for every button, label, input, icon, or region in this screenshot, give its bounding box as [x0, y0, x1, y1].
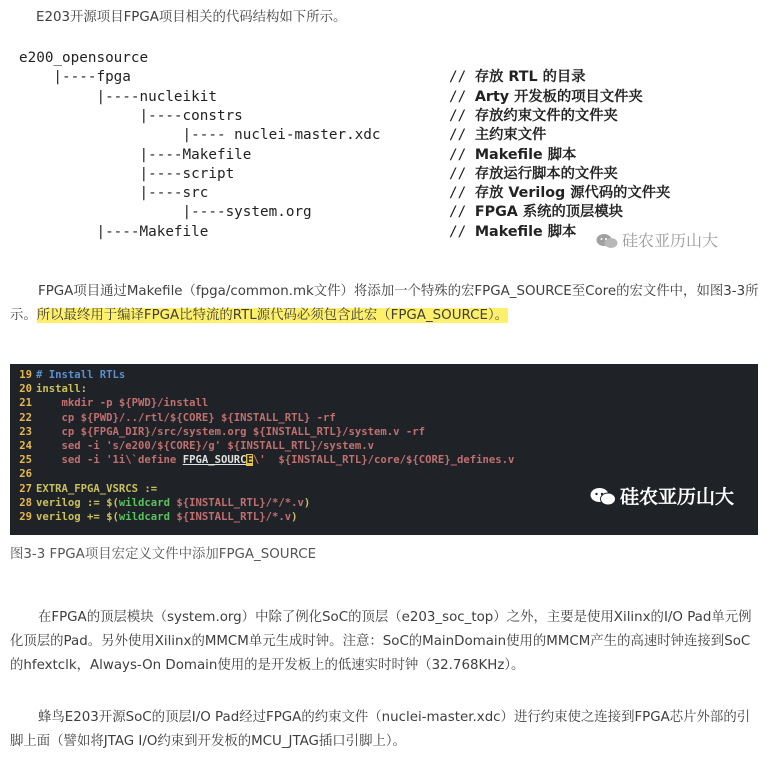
code-token: cp ${FPGA_DIR}/src/system.org ${INSTALL_RTL}/system.v -rf: [36, 425, 426, 438]
intro-text: E203开源项目FPGA项目相关的代码结构如下所示。: [36, 10, 347, 25]
paragraph-text: 在FPGA的顶层模块（system.org）中除了例化SoC的顶层（e203_soc_top）之外，主要是使用Xilinx的I/O Pad单元例化顶层的Pad。另外使用Xilinx的MMCM单元生成时钟。注意：SoC的MainDomain使用的MMCM产生的高速时钟连接到SoC的hfextclk，Always-On Domain使用的是开发板上的低速实时时钟（32.768KHz）。: [10, 610, 752, 673]
tree-line: e200_opensource: [19, 50, 149, 66]
watermark: [596, 228, 718, 251]
figure-caption: 图3-3 FPGA项目宏定义文件中添加FPGA_SOURCE: [10, 547, 317, 562]
code-line: [10, 467, 36, 481]
tree-line: |----constrs: [19, 107, 243, 124]
code-token: E: [246, 454, 253, 467]
code-token: ): [303, 496, 311, 509]
line-number: 25: [19, 454, 32, 467]
code-token: ): [291, 511, 298, 523]
code-token: sed -i '1i\`define: [36, 454, 183, 467]
paragraph-top-module: [10, 606, 762, 678]
tree-line: |----fpga: [19, 69, 131, 86]
line-number: 27: [19, 482, 32, 495]
line-number: 23: [19, 425, 32, 438]
tree-comment: // Arty 开发板的项目文件夹: [449, 88, 643, 105]
code-token: mkdir -p ${PWD}/install: [36, 397, 209, 410]
code-token: install:: [36, 383, 88, 396]
tree-line: |----system.org: [19, 204, 312, 221]
code-line: [10, 411, 336, 425]
code-line: [10, 453, 514, 467]
code-token: ${INSTALL_RTL}/*.v: [169, 511, 292, 523]
highlighted-text: 所以最终用于编译FPGA比特流的RTL源代码必须包含此宏（FPGA_SOURCE）。: [36, 308, 509, 323]
tree-line: |---- nuclei-master.xdc: [19, 127, 381, 144]
tree-line: |----nucleikit: [19, 88, 217, 105]
line-number: 19: [19, 369, 32, 381]
tree-line: |----script: [19, 165, 235, 182]
line-number: 26: [19, 468, 32, 481]
tree-comment: // FPGA 系统的顶层模块: [449, 204, 623, 221]
wechat-icon: [590, 487, 616, 506]
code-line: [10, 368, 125, 382]
tree-comment: // 主约束文件: [449, 127, 547, 144]
paragraph-makefile: [10, 280, 762, 328]
code-token: EXTRA_FPGA_VSRCS :=: [36, 482, 158, 495]
line-number: 21: [19, 397, 32, 410]
code-token: wildcard: [118, 496, 170, 509]
tree-comment: // Makefile 脚本: [449, 223, 577, 240]
code-watermark-text: 硅农亚历山大: [619, 486, 734, 508]
line-number: 22: [19, 411, 32, 424]
code-token: sed -i 's/e200/${CORE}/g' ${INSTALL_RTL}/system.v: [36, 440, 375, 452]
paragraph-constraints: [10, 706, 762, 754]
code-watermark: [590, 482, 734, 509]
tree-line: |----Makefile: [19, 146, 252, 163]
code-line: [10, 510, 298, 524]
tree-comment: // 存放 RTL 的目录: [449, 69, 586, 86]
code-line: [10, 396, 208, 410]
tree-comment: // 存放 Verilog 源代码的文件夹: [449, 185, 671, 202]
code-token: verilog := $(: [36, 496, 119, 509]
code-token: # Install RTLs: [36, 369, 126, 381]
line-number: 29: [19, 511, 32, 523]
code-token: FPGA_SOURC: [182, 454, 247, 467]
code-line: [10, 496, 310, 510]
code-line: [10, 425, 425, 439]
directory-tree: [19, 49, 759, 245]
line-number: 24: [19, 440, 32, 452]
code-line: [10, 439, 374, 453]
code-line: [10, 382, 87, 396]
wechat-icon: [596, 233, 618, 249]
code-token: ${INSTALL_RTL}/*/*.v: [169, 496, 304, 509]
paragraph-text: FPGA项目通过Makefile（fpga/common.mk文件）将添加一个特殊的宏FPGA_SOURCE至Core的宏文件中，如图3-3所示。: [10, 284, 759, 323]
tree-comment: // Makefile 脚本: [449, 146, 577, 163]
code-screenshot: [10, 364, 758, 535]
line-number: 20: [19, 383, 32, 396]
tree-line: |----Makefile: [19, 223, 209, 240]
tree-line: |----src: [19, 185, 209, 202]
tree-comment: // 存放运行脚本的文件夹: [449, 165, 618, 182]
paragraph-text: 蜂鸟E203开源SoC的顶层I/O Pad经过FPGA的约束文件（nuclei-master.xdc）进行约束使之连接到FPGA芯片外部的引脚上面（譬如将JTAG I/O约束到开发板的MCU_JTAG插口引脚上）。: [10, 710, 751, 749]
code-token: cp ${PWD}/../rtl/${CORE} ${INSTALL_RTL} -rf: [36, 411, 336, 424]
code-token: \' ${INSTALL_RTL}/core/${CORE}_defines.v: [252, 454, 515, 467]
watermark-text: 硅农亚历山大: [622, 231, 719, 250]
code-token: wildcard: [118, 511, 170, 523]
code-token: verilog += $(: [36, 511, 119, 523]
tree-comment: // 存放约束文件的文件夹: [449, 107, 618, 124]
code-line: [10, 482, 157, 496]
line-number: 28: [19, 496, 32, 509]
